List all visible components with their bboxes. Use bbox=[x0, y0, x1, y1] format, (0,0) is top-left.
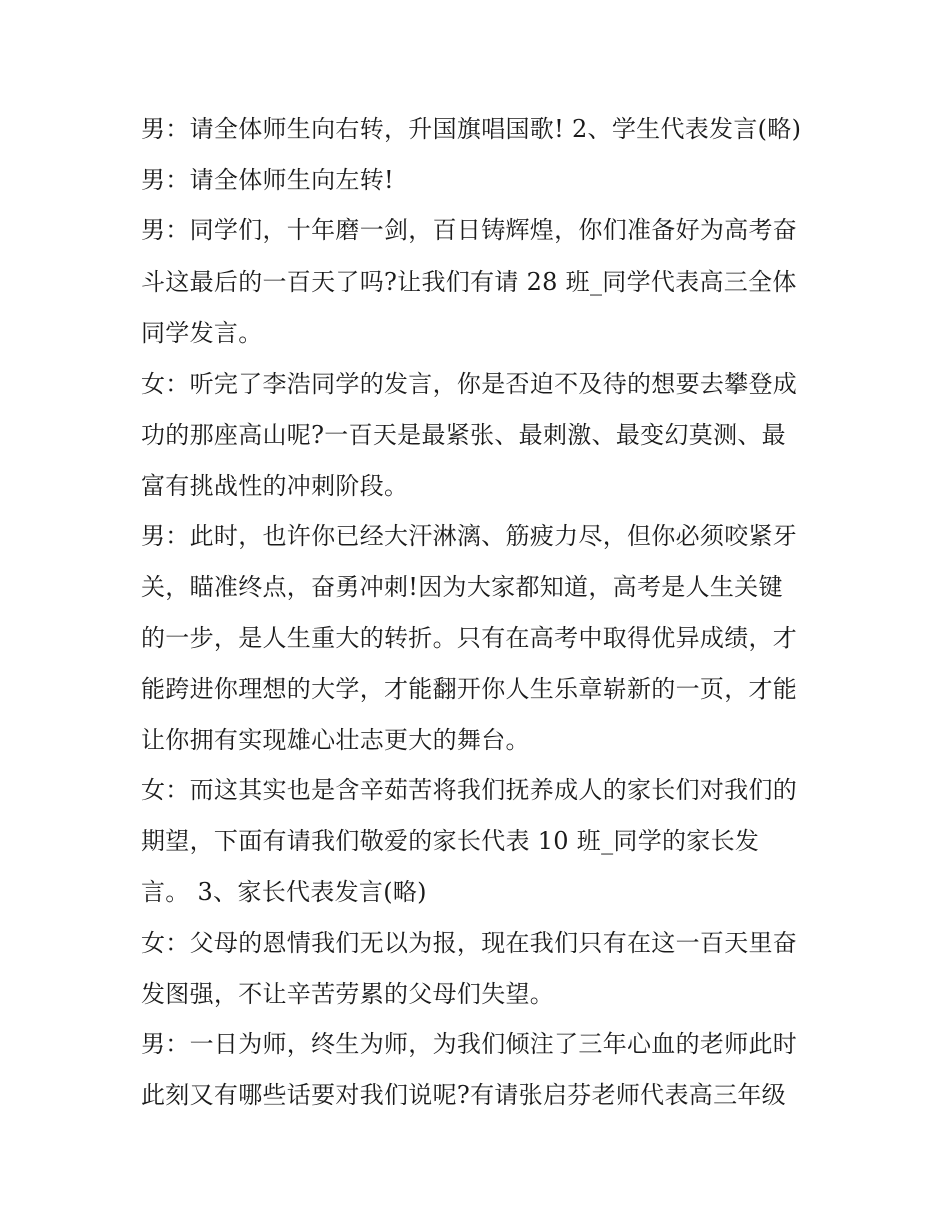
text-line-4: 斗这最后的一百天了吗?让我们有请 28 班_同学代表高三全体 bbox=[141, 268, 797, 296]
text-line-16: 言。 3、家长代表发言(略) bbox=[141, 878, 427, 906]
text-line-2: 男：请全体师生向左转! bbox=[141, 166, 394, 194]
text-line-17: 女：父母的恩情我们无以为报，现在我们只有在这一百天里奋 bbox=[141, 929, 798, 957]
text-line-5: 同学发言。 bbox=[141, 319, 263, 347]
text-line-7: 功的那座高山呢?一百天是最紧张、最刺激、最变幻莫测、最 bbox=[141, 421, 786, 449]
text-line-1: 男：请全体师生向右转，升国旗唱国歌! 2、学生代表发言(略) bbox=[141, 115, 802, 143]
text-line-9: 男：此时，也许你已经大汗淋漓、筋疲力尽，但你必须咬紧牙 bbox=[141, 522, 798, 550]
text-line-6: 女：听完了李浩同学的发言，你是否迫不及待的想要去攀登成 bbox=[141, 370, 798, 398]
text-line-11: 的一步，是人生重大的转折。只有在高考中取得优异成绩，才 bbox=[141, 624, 798, 652]
text-line-19: 男：一日为师，终生为师，为我们倾注了三年心血的老师此时 bbox=[141, 1030, 798, 1058]
text-line-12: 能跨进你理想的大学，才能翻开你人生乐章崭新的一页，才能 bbox=[141, 675, 798, 703]
text-line-13: 让你拥有实现雄心壮志更大的舞台。 bbox=[141, 726, 530, 754]
text-line-20: 此刻又有哪些话要对我们说呢?有请张启芬老师代表高三年级 bbox=[141, 1081, 786, 1109]
text-line-15: 期望，下面有请我们敬爱的家长代表 10 班_同学的家长发 bbox=[141, 827, 760, 855]
text-line-18: 发图强，不让辛苦劳累的父母们失望。 bbox=[141, 980, 555, 1008]
text-line-10: 关，瞄准终点，奋勇冲刺!因为大家都知道，高考是人生关键 bbox=[141, 573, 783, 601]
text-line-14: 女：而这其实也是含辛茹苦将我们抚养成人的家长们对我们的 bbox=[141, 776, 798, 804]
text-line-8: 富有挑战性的冲刺阶段。 bbox=[141, 472, 409, 500]
text-line-3: 男：同学们，十年磨一剑，百日铸辉煌，你们准备好为高考奋 bbox=[141, 216, 798, 244]
